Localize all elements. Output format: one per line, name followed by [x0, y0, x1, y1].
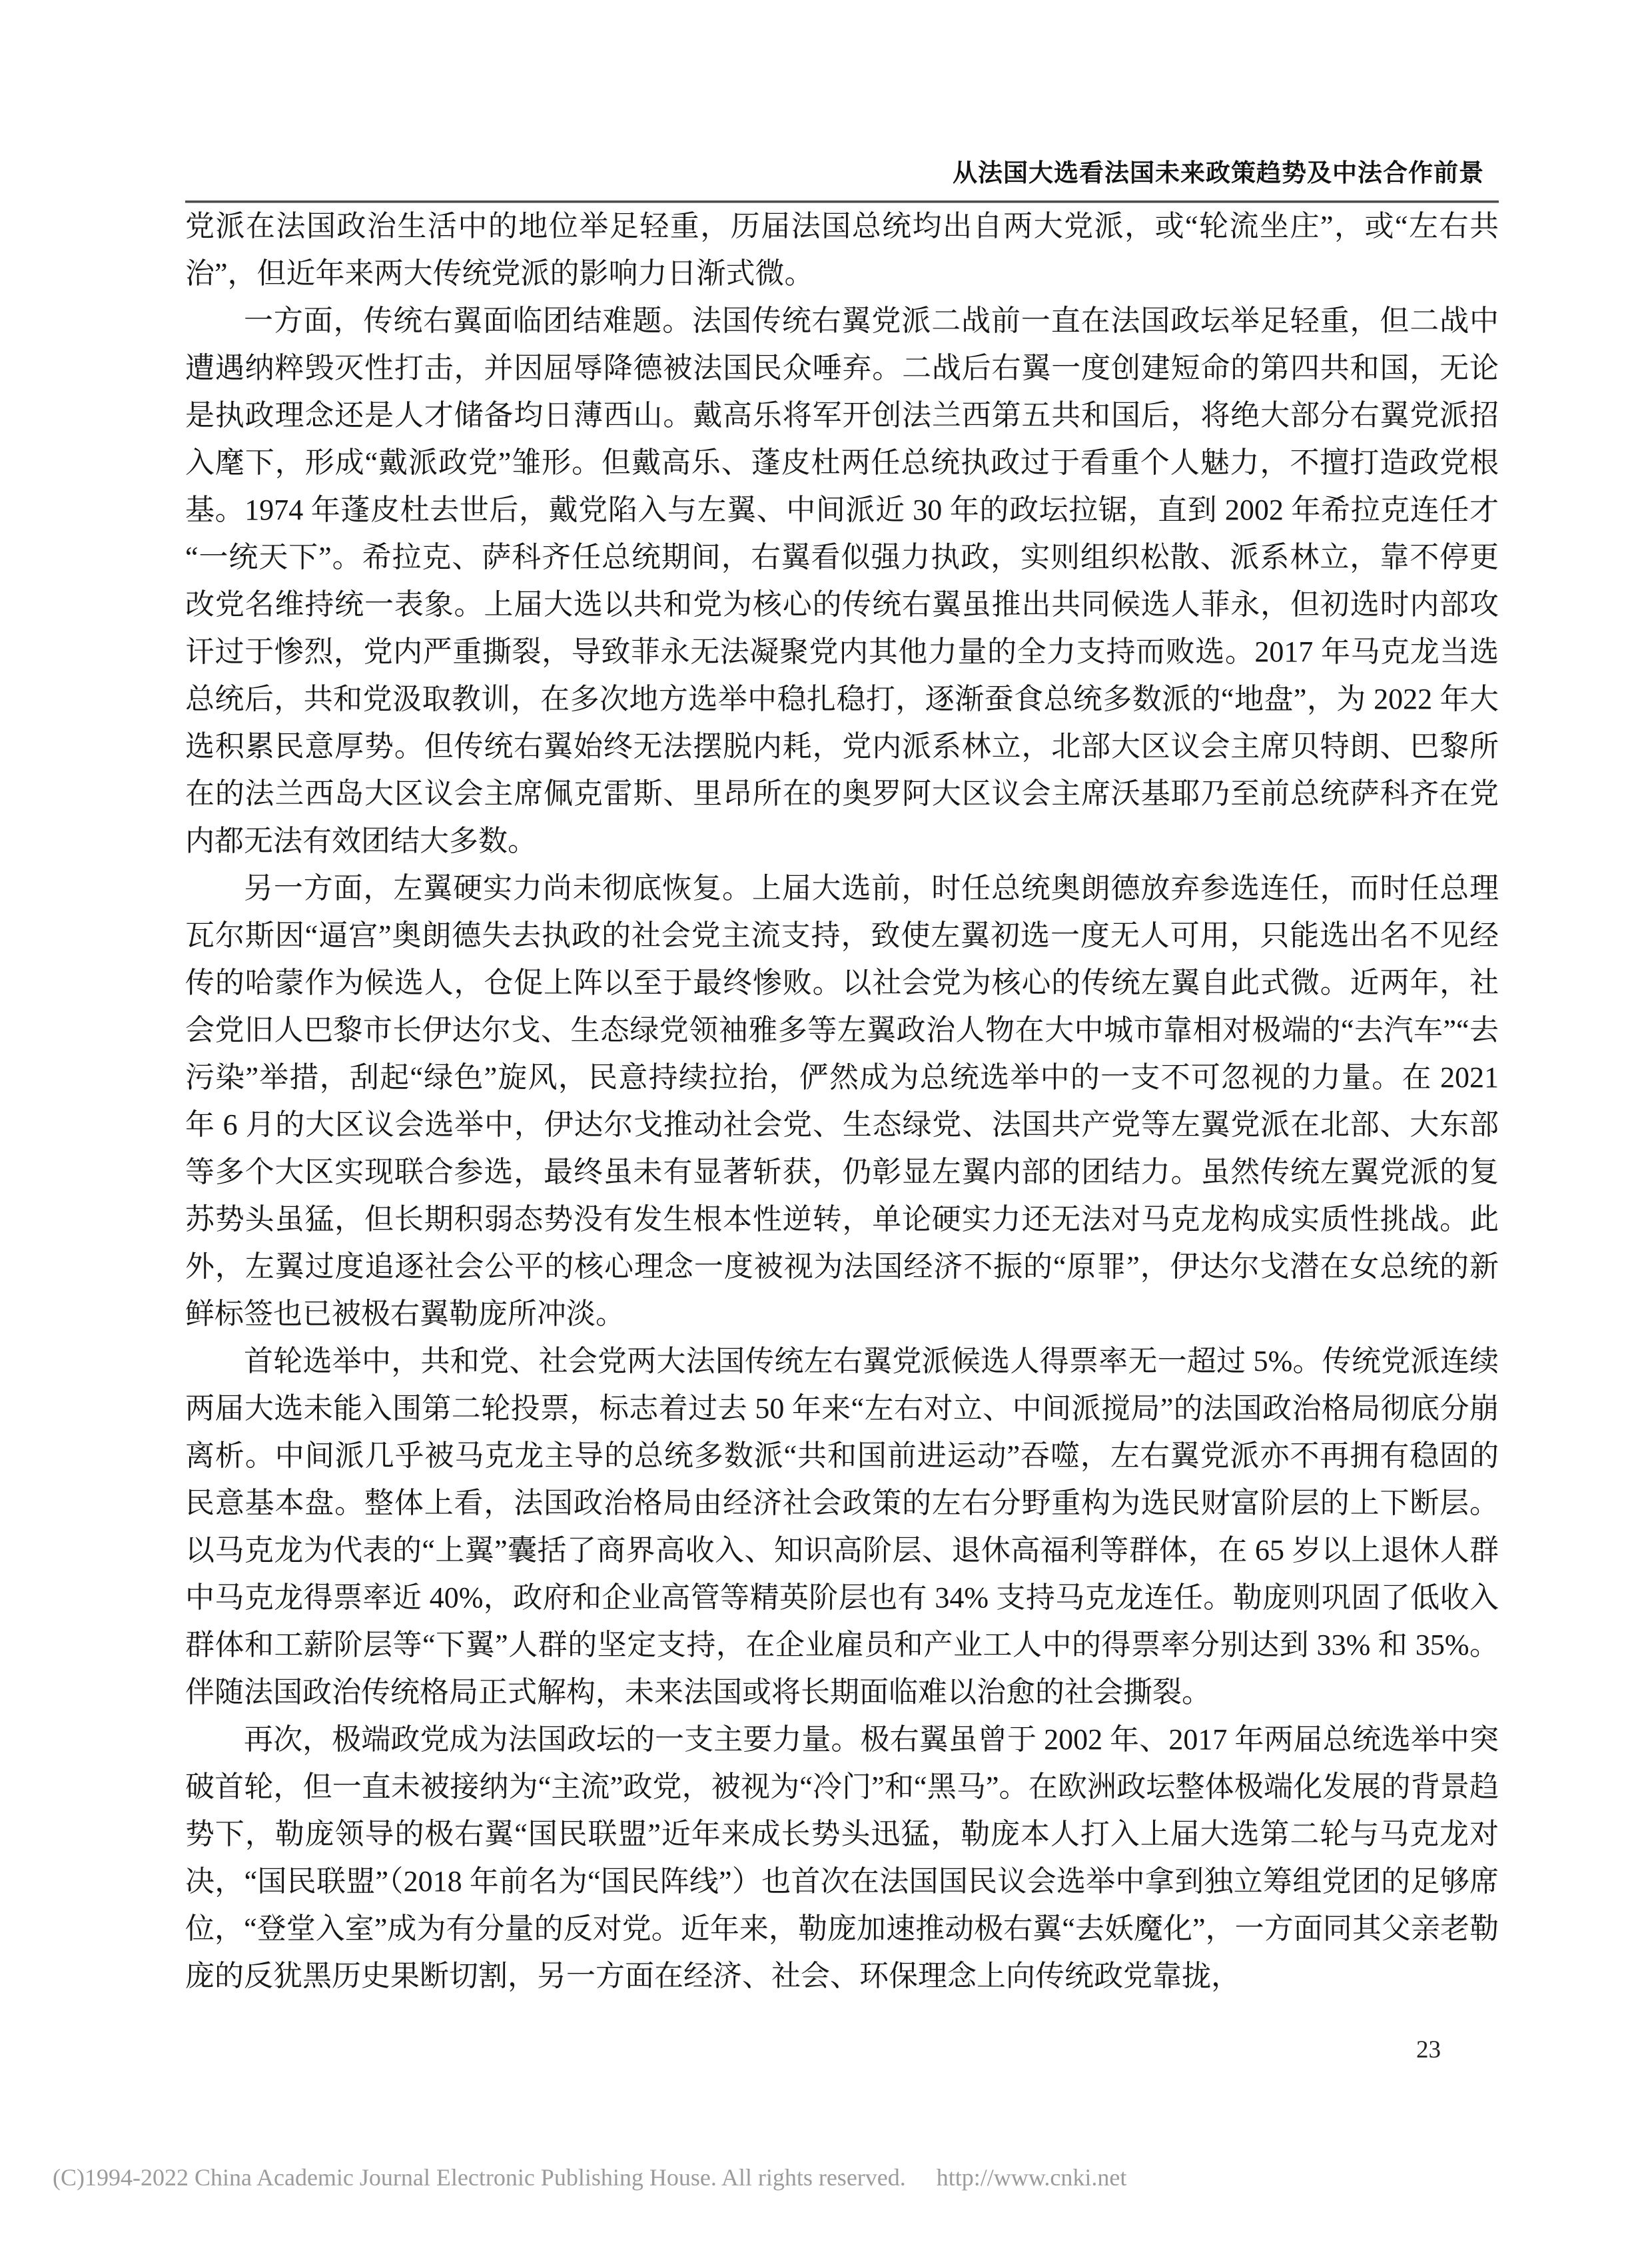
- footer: [53, 2163, 1126, 2192]
- paragraph-left-wing: 另一方面，左翼硬实力尚未彻底恢复。上届大选前，时任总统奥朗德放弃参选连任，而时任总理瓦尔斯因“逼宫”奥朗德失去执政的社会党主流支持，致使左翼初选一度无人可用，只能选出名不见经传的哈蒙作为候选人，仓促上阵以至于最终惨败。以社会党为核心的传统左翼自此式微。近两年，社会党旧人巴黎市长伊达尔戈、生态绿党领袖雅多等左翼政治人物在大中城市靠相对极端的“去汽车”“去污染”举措，刮起“绿色”旋风，民意持续拉抬，俨然成为总统选举中的一支不可忽视的力量。在 2021 年 6 月的大区议会选举中，伊达尔戈推动社会党、生态绿党、法国共产党等左翼党派在北部、大东部等多个大区实现联合参选，最终虽未有显著斩获，仍彰显左翼内部的团结力。虽然传统左翼党派的复苏势头虽猛，但长期积弱态势没有发生根本性逆转，单论硬实力还无法对马克龙构成实质性挑战。此外，左翼过度追逐社会公平的核心理念一度被视为法国经济不振的“原罪”，伊达尔戈潜在女总统的新鲜标签也已被极右翼勒庞所冲淡。: [185, 872, 1499, 1330]
- running-title: 从法国大选看法国未来政策趋势及中法合作前景: [953, 159, 1484, 187]
- running-header: [185, 160, 1484, 187]
- paragraph-extreme-parties: 再次，极端政党成为法国政坛的一支主要力量。极右翼虽曾于 2002 年、2017 年两届总统选举中突破首轮，但一直未被接纳为“主流”政党，被视为“冷门”和“黑马”。在欧洲政坛整体极端化发展的背景趋势下，勒庞领导的极右翼“国民联盟”近年来成长势头迅猛，勒庞本人打入上届大选第二轮与马克龙对决，“国民联盟”（2018 年前名为“国民阵线”）也首次在法国国民议会选举中拿到独立筹组党团的足够席位，“登堂入室”成为有分量的反对党。近年来，勒庞加速推动极右翼“去妖魔化”，一方面同其父亲老勒庞的反犹黑历史果断切割，另一方面在经济、社会、环保理念上向传统政党靠拢，: [185, 1723, 1499, 1992]
- article-body: [185, 202, 1499, 2000]
- paragraph-first-round: 首轮选举中，共和党、社会党两大法国传统左右翼党派候选人得票率无一超过 5%。传统党派连续两届大选未能入围第二轮投票，标志着过去 50 年来“左右对立、中间派搅局”的法国政治格局彻底分崩离析。中间派几乎被马克龙主导的总统多数派“共和国前进运动”吞噬，左右翼党派亦不再拥有稳固的民意基本盘。整体上看，法国政治格局由经济社会政策的左右分野重构为选民财富阶层的上下断层。以马克龙为代表的“上翼”囊括了商界高收入、知识高阶层、退休高福利等群体，在 65 岁以上退休人群中马克龙得票率近 40%，政府和企业高管等精英阶层也有 34% 支持马克龙连任。勒庞则巩固了低收入群体和工薪阶层等“下翼”人群的坚定支持，在企业雇员和产业工人中的得票率分别达到 33% 和 35%。伴随法国政治传统格局正式解构，未来法国或将长期面临难以治愈的社会撕裂。: [185, 1345, 1499, 1708]
- paragraph-continuation: 党派在法国政治生活中的地位举足轻重，历届法国总统均出自两大党派，或“轮流坐庄”，或“左右共治”，但近年来两大传统党派的影响力日渐式微。: [185, 210, 1499, 290]
- footer-url: http://www.cnki.net: [936, 2164, 1127, 2191]
- page-number: 23: [1416, 2036, 1441, 2063]
- copyright-text: (C)1994-2022 China Academic Journal Electronic Publishing House. All rights reserved.: [53, 2164, 906, 2191]
- paragraph-right-wing: 一方面，传统右翼面临团结难题。法国传统右翼党派二战前一直在法国政坛举足轻重，但二战中遭遇纳粹毁灭性打击，并因屈辱降德被法国民众唾弃。二战后右翼一度创建短命的第四共和国，无论是执政理念还是人才储备均日薄西山。戴高乐将军开创法兰西第五共和国后，将绝大部分右翼党派招入麾下，形成“戴派政党”雏形。但戴高乐、蓬皮杜两任总统执政过于看重个人魅力，不擅打造政党根基。1974 年蓬皮杜去世后，戴党陷入与左翼、中间派近 30 年的政坛拉锯，直到 2002 年希拉克连任才“一统天下”。希拉克、萨科齐任总统期间，右翼看似强力执政，实则组织松散、派系林立，靠不停更改党名维持统一表象。上届大选以共和党为核心的传统右翼虽推出共同候选人菲永，但初选时内部攻讦过于惨烈，党内严重撕裂，导致菲永无法凝聚党内其他力量的全力支持而败选。2017 年马克龙当选总统后，共和党汲取教训，在多次地方选举中稳扎稳打，逐渐蚕食总统多数派的“地盘”，为 2022 年大选积累民意厚势。但传统右翼始终无法摆脱内耗，党内派系林立，北部大区议会主席贝特朗、巴黎所在的法兰西岛大区议会主席佩克雷斯、里昂所在的奥罗阿大区议会主席沃基耶乃至前总统萨科齐在党内都无法有效团结大多数。: [185, 304, 1499, 857]
